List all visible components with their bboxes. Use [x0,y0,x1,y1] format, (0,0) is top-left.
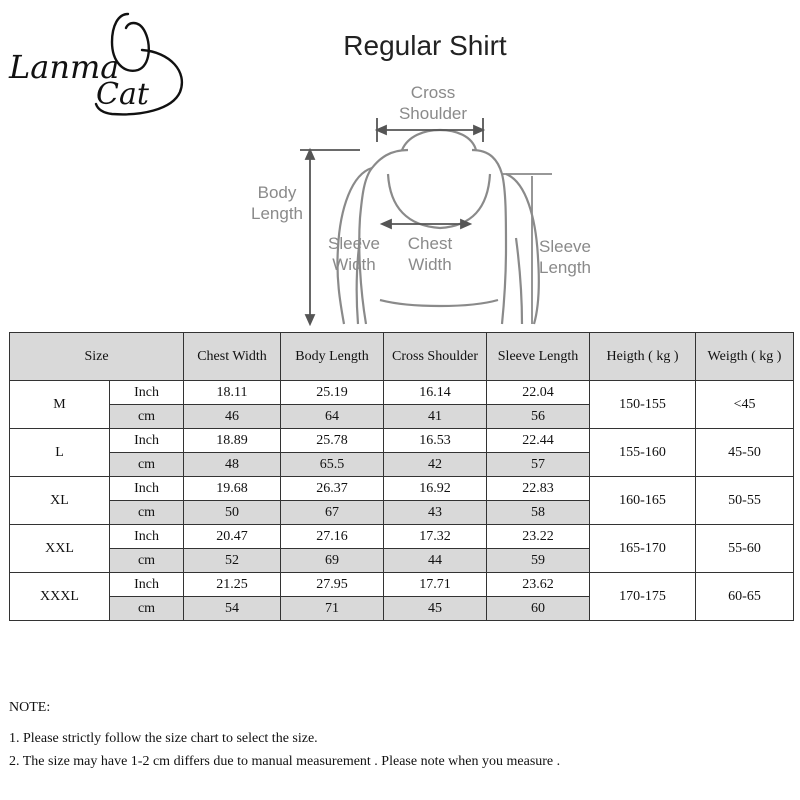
chest-width-label-line1: Chest [407,234,453,253]
table-cell: 46 [184,405,281,429]
height-cell: 165-170 [590,525,696,573]
shirt-diagram [240,78,600,326]
height-cell: 160-165 [590,477,696,525]
height-cell: 150-155 [590,381,696,429]
size-cell: XL [10,477,110,525]
table-cell: 17.71 [384,573,487,597]
unit-cell: Inch [110,381,184,405]
table-cell: 26.37 [281,477,384,501]
table-cell: 60 [487,597,590,621]
note-line-1: 1. Please strictly follow the size chart to select the size. [9,731,318,746]
header-cross-shoulder: Cross Shoulder [384,333,487,381]
weight-cell: 50-55 [696,477,794,525]
chest-width-label [398,233,462,275]
sleeve-width-label [322,233,386,275]
table-row [10,573,794,597]
table-cell: 22.83 [487,477,590,501]
table-cell: 45 [384,597,487,621]
size-cell: XXL [10,525,110,573]
table-cell: 16.14 [384,381,487,405]
cross-shoulder-label-line2: Shoulder [398,104,468,123]
table-cell: 56 [487,405,590,429]
body-length-label-line1: Body [257,183,297,202]
table-cell: 23.62 [487,573,590,597]
table-cell: 54 [184,597,281,621]
size-cell: XXXL [10,573,110,621]
header-body-length: Body Length [281,333,384,381]
table-row [10,429,794,453]
unit-cell: cm [110,405,184,429]
table-cell: 48 [184,453,281,477]
cross-shoulder-label-line1: Cross [410,83,456,102]
page-title: Regular Shirt [343,30,507,61]
table-cell: 18.11 [184,381,281,405]
weight-cell: 60-65 [696,573,794,621]
table-cell: 18.89 [184,429,281,453]
table-cell: 64 [281,405,384,429]
table-cell: 65.5 [281,453,384,477]
unit-cell: Inch [110,477,184,501]
cross-shoulder-label [388,82,478,124]
table-cell: 69 [281,549,384,573]
table-row [10,381,794,405]
unit-cell: cm [110,597,184,621]
sleeve-width-label-line1: Sleeve [328,234,380,253]
table-cell: 22.44 [487,429,590,453]
body-length-label [242,182,312,224]
table-cell: 22.04 [487,381,590,405]
table-cell: 42 [384,453,487,477]
header-size: Size [10,333,184,381]
table-cell: 58 [487,501,590,525]
note-line-2: 2. The size may have 1-2 cm differs due to manual measurement . Please note when you measure . [9,754,561,769]
size-chart-table [9,332,794,621]
table-cell: 16.53 [384,429,487,453]
unit-cell: cm [110,453,184,477]
logo-text-lanma: Lanma [9,48,120,86]
unit-cell: Inch [110,525,184,549]
table-cell: 27.16 [281,525,384,549]
unit-cell: cm [110,549,184,573]
weight-cell: 55-60 [696,525,794,573]
table-cell: 43 [384,501,487,525]
table-row [10,477,794,501]
weight-cell: 45-50 [696,429,794,477]
unit-cell: Inch [110,429,184,453]
table-cell: 19.68 [184,477,281,501]
table-cell: 59 [487,549,590,573]
table-cell: 21.25 [184,573,281,597]
brand-logo [0,0,200,130]
sleeve-length-label-line1: Sleeve [539,237,591,256]
chest-width-label-line2: Width [408,255,452,274]
logo-text-cat: Cat [96,77,149,112]
header-sleeve-length: Sleeve Length [487,333,590,381]
table-cell: 25.19 [281,381,384,405]
header-height: Heigth ( kg ) [590,333,696,381]
table-cell: 23.22 [487,525,590,549]
unit-cell: Inch [110,573,184,597]
size-cell: M [10,381,110,429]
table-cell: 71 [281,597,384,621]
sleeve-length-label [530,236,600,278]
table-cell: 20.47 [184,525,281,549]
table-cell: 17.32 [384,525,487,549]
table-row [10,525,794,549]
note-heading: NOTE: [9,700,51,715]
table-cell: 16.92 [384,477,487,501]
table-header-row [10,333,794,381]
size-cell: L [10,429,110,477]
sleeve-length-label-line2: Length [539,258,591,277]
weight-cell: <45 [696,381,794,429]
sleeve-width-label-line2: Width [332,255,376,274]
height-cell: 155-160 [590,429,696,477]
table-cell: 41 [384,405,487,429]
body-length-label-line2: Length [251,204,303,223]
table-cell: 44 [384,549,487,573]
header-chest-width: Chest Width [184,333,281,381]
unit-cell: cm [110,501,184,525]
table-cell: 25.78 [281,429,384,453]
table-cell: 50 [184,501,281,525]
table-cell: 52 [184,549,281,573]
table-cell: 57 [487,453,590,477]
table-cell: 27.95 [281,573,384,597]
header-weight: Weigth ( kg ) [696,333,794,381]
table-cell: 67 [281,501,384,525]
height-cell: 170-175 [590,573,696,621]
